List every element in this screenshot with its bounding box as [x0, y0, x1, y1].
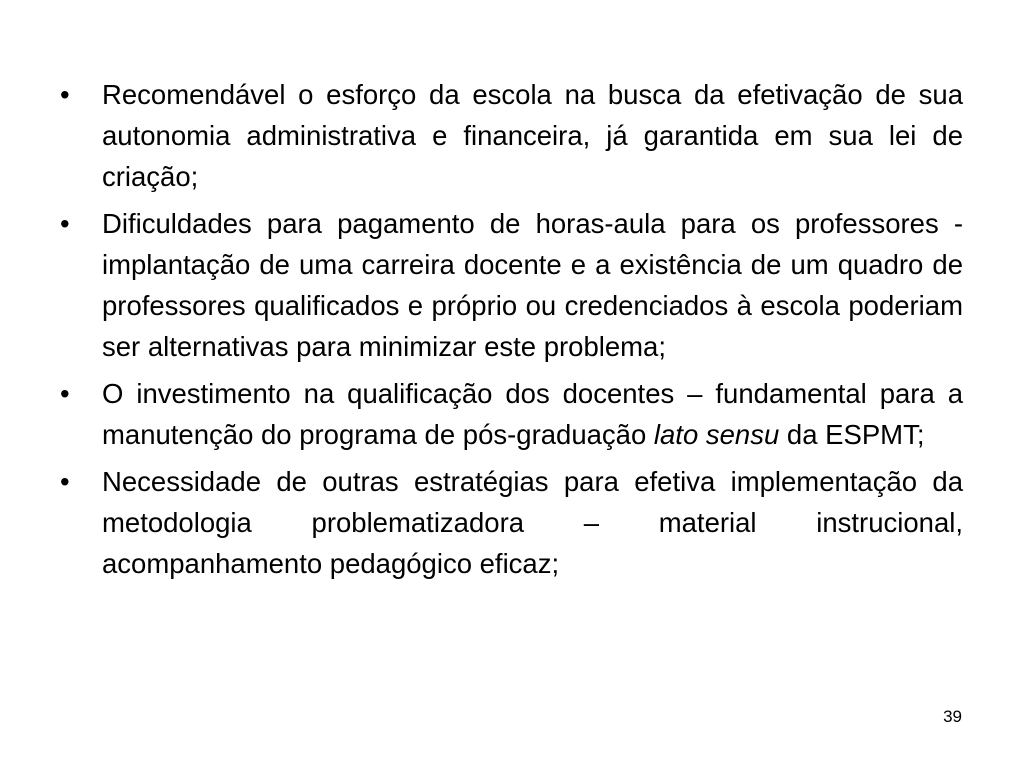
bullet-item-school-autonomy [60, 74, 963, 197]
bullet-text-part-after: da ESPMT; [779, 419, 925, 450]
bullet-text: Dificuldades para pagamento de horas-aula para os professores - implantação de uma carreira docente e a existência de um quadro de professores qualificados e próprio ou credenciados à escola poderiam ser alternativas para minimizar este problema; [102, 208, 963, 362]
bullet-list [60, 74, 963, 590]
page-number: 39 [943, 707, 962, 726]
bullet-icon: • [60, 378, 70, 409]
bullet-icon: • [60, 466, 70, 497]
bullet-item-teacher-payment [60, 203, 963, 367]
bullet-icon: • [60, 208, 70, 239]
bullet-icon: • [60, 79, 70, 110]
bullet-item-methodology-strategies [60, 461, 963, 584]
bullet-item-teacher-qualification [60, 373, 963, 455]
bullet-text-part-before: O investimento na qualificação dos docentes – fundamental para a manutenção do programa de pós-graduação [102, 378, 963, 450]
bullet-text: Necessidade de outras estratégias para efetiva implementação da metodologia problematizadora – material instrucional, acompanhamento pedagógico eficaz; [102, 466, 963, 579]
bullet-text-italic: lato sensu [653, 419, 780, 450]
bullet-text [102, 378, 963, 450]
bullet-text: Recomendável o esforço da escola na busca da efetivação de sua autonomia administrativa e financeira, já garantida em sua lei de criação; [102, 79, 963, 192]
